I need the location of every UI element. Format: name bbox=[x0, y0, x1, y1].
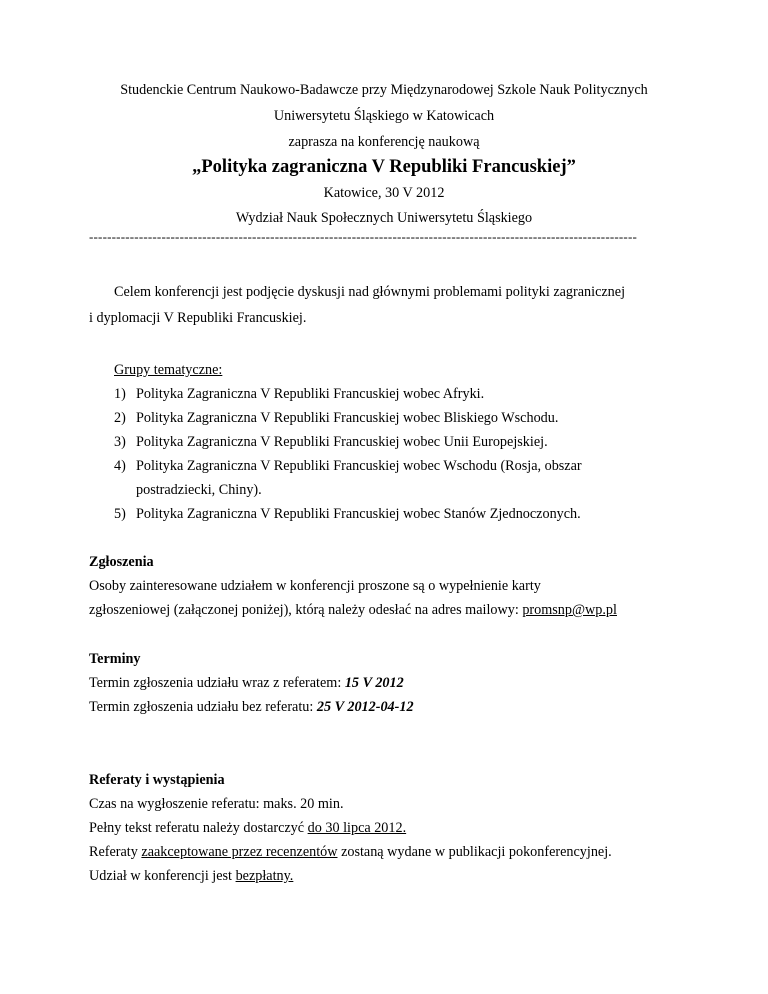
deadline-with-paper-label: Termin zgłoszenia udziału wraz z referatem: bbox=[89, 675, 345, 691]
list-item-text: Polityka Zagraniczna V Republiki Francuskiej wobec Unii Europejskiej. bbox=[136, 434, 548, 450]
papers-deadline-underlined: do 30 lipca 2012. bbox=[307, 820, 407, 836]
list-item-number: 4) bbox=[114, 458, 126, 474]
university-line: Uniwersytetu Śląskiego w Katowicach bbox=[273, 108, 495, 124]
papers-line-3-prefix: Referaty bbox=[89, 844, 142, 860]
papers-line-4 bbox=[89, 868, 293, 885]
groups-heading: Grupy tematyczne: bbox=[114, 362, 223, 378]
list-item-number: 5) bbox=[114, 506, 126, 522]
conference-date: Katowice, 30 V 2012 bbox=[323, 185, 445, 201]
papers-free-underlined: bezpłatny. bbox=[235, 868, 294, 884]
list-item bbox=[114, 386, 484, 403]
list-item-text: Polityka Zagraniczna V Republiki Francuskiej wobec Afryki. bbox=[136, 386, 485, 402]
deadline-with-paper bbox=[89, 675, 404, 692]
list-item-number: 2) bbox=[114, 410, 126, 426]
list-item bbox=[114, 506, 581, 523]
list-item-text: Polityka Zagraniczna V Republiki Francuskiej wobec Wschodu (Rosja, obszar bbox=[136, 458, 582, 474]
papers-line-3 bbox=[89, 844, 612, 861]
papers-line-3-suffix: zostaną wydane w publikacji pokonferencyjnej. bbox=[337, 844, 612, 860]
organizer-line: Studenckie Centrum Naukowo-Badawcze przy Międzynarodowej Szkole Nauk Politycznych bbox=[120, 82, 648, 98]
papers-line-4-prefix: Udział w konferencji jest bbox=[89, 868, 236, 884]
list-item-text: Polityka Zagraniczna V Republiki Francuskiej wobec Stanów Zjednoczonych. bbox=[136, 506, 581, 522]
applications-heading: Zgłoszenia bbox=[89, 554, 154, 570]
deadline-without-paper bbox=[89, 699, 414, 716]
applications-line-1: Osoby zainteresowane udziałem w konferencji proszone są o wypełnienie karty bbox=[89, 578, 541, 594]
list-item bbox=[114, 410, 558, 427]
deadline-without-paper-label: Termin zgłoszenia udziału bez referatu: bbox=[89, 699, 317, 715]
list-item-number: 1) bbox=[114, 386, 126, 402]
deadline-with-paper-value: 15 V 2012 bbox=[344, 675, 404, 691]
intro-line-1: Celem konferencji jest podjęcie dyskusji nad głównymi problemami polityki zagranicznej bbox=[114, 284, 626, 300]
conference-title: „Polityka zagraniczna V Republiki Francuskiej” bbox=[192, 157, 576, 177]
papers-line-2-text: Pełny tekst referatu należy dostarczyć bbox=[89, 820, 308, 836]
list-item bbox=[114, 434, 548, 451]
deadlines-heading: Terminy bbox=[89, 651, 141, 667]
applications-line-2 bbox=[89, 602, 617, 619]
list-item-number: 3) bbox=[114, 434, 126, 450]
deadline-without-paper-value: 25 V 2012-04-12 bbox=[316, 699, 414, 715]
conference-venue: Wydział Nauk Społecznych Uniwersytetu Śląskiego bbox=[235, 210, 533, 226]
papers-line-1: Czas na wygłoszenie referatu: maks. 20 min. bbox=[89, 796, 344, 812]
list-item-text: Polityka Zagraniczna V Republiki Francuskiej wobec Bliskiego Wschodu. bbox=[136, 410, 559, 426]
papers-line-2 bbox=[89, 820, 406, 837]
papers-accepted-underlined: zaakceptowane przez recenzentów bbox=[141, 844, 338, 860]
dashed-divider: ------------------------------------------------------------------------------------------------------------------------- bbox=[89, 229, 638, 244]
list-item-continuation: postradziecki, Chiny). bbox=[136, 482, 262, 498]
intro-line-2: i dyplomacji V Republiki Francuskiej. bbox=[89, 310, 307, 326]
email-link[interactable]: promsnp@wp.pl bbox=[522, 602, 617, 618]
list-item bbox=[114, 458, 582, 475]
papers-heading: Referaty i wystąpienia bbox=[89, 772, 225, 788]
applications-line-2-text: zgłoszeniowej (załączonej poniżej), którą należy odesłać na adres mailowy: bbox=[89, 602, 523, 618]
invitation-line: zaprasza na konferencję naukową bbox=[288, 134, 480, 150]
